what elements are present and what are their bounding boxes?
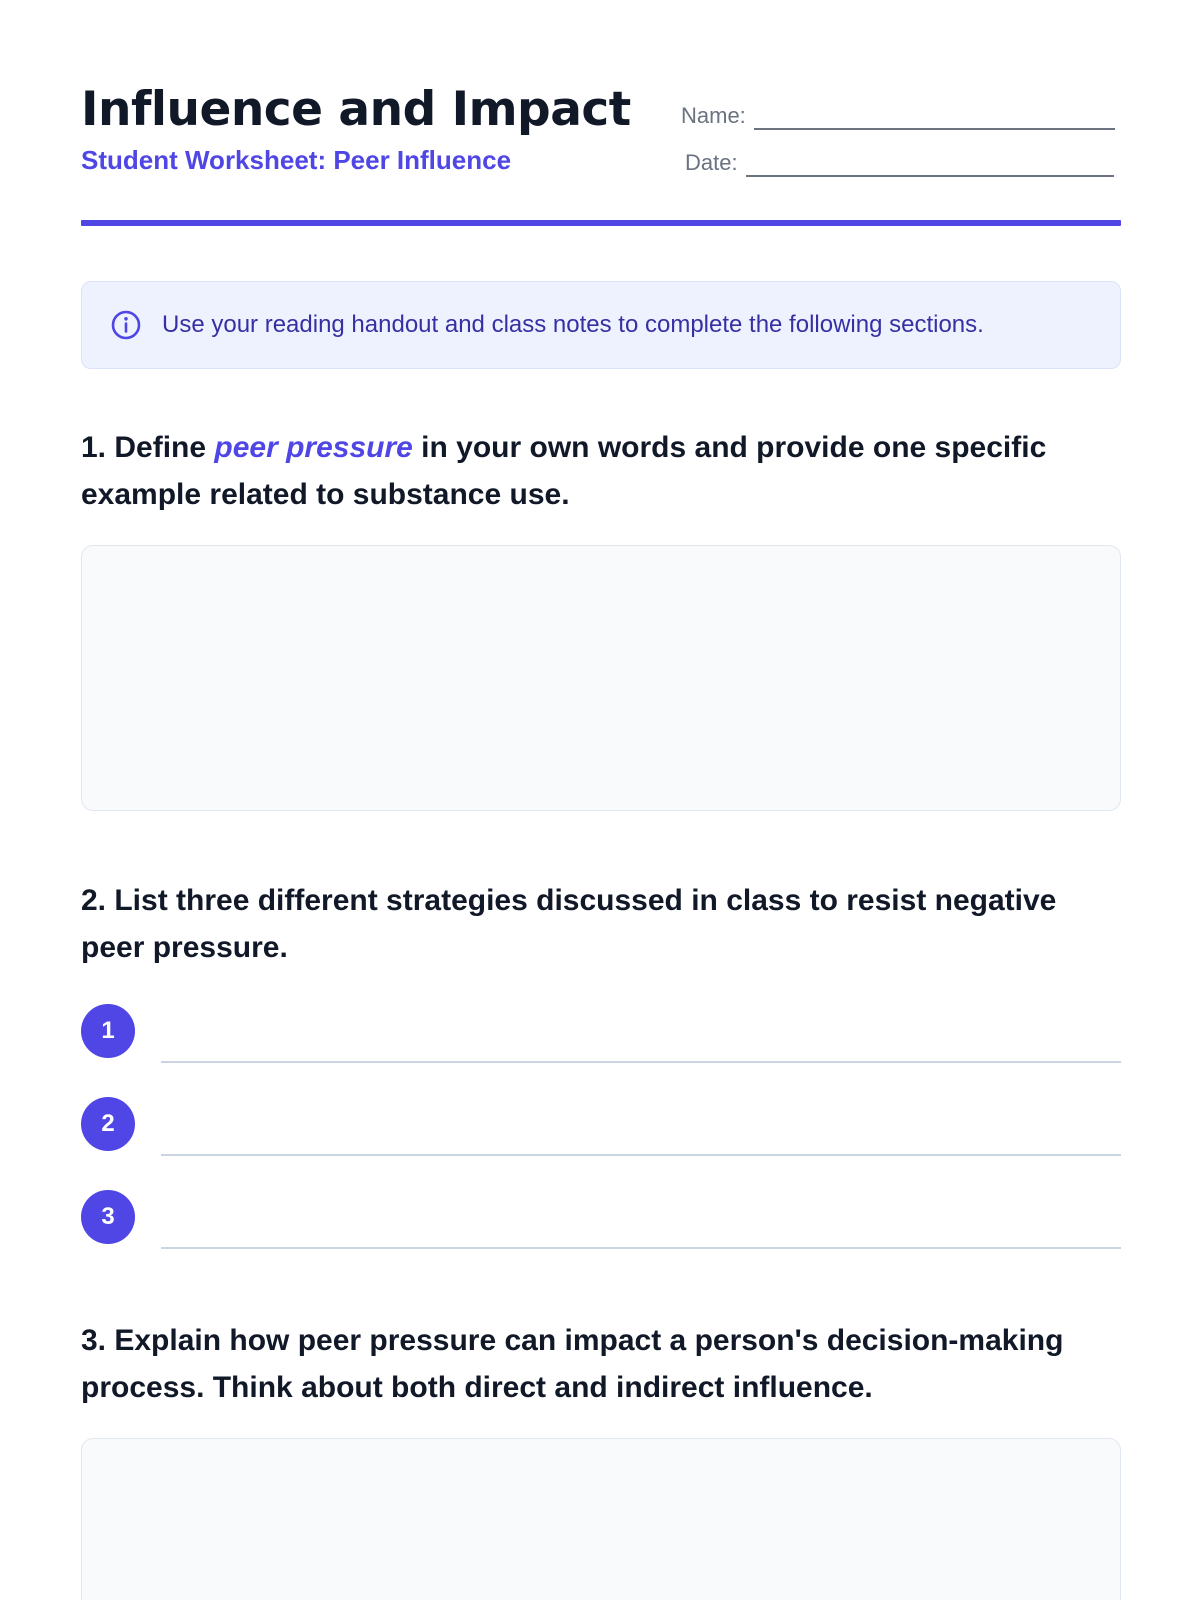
number-badge: 2 — [81, 1097, 135, 1151]
name-label: Name: — [681, 103, 746, 128]
question-1-answer-box[interactable] — [81, 545, 1121, 811]
number-badge: 1 — [81, 1004, 135, 1058]
date-line[interactable] — [746, 153, 1114, 177]
header-divider — [81, 220, 1121, 226]
question-1-term: peer pressure — [214, 431, 413, 464]
instructions-text: Use your reading handout and class notes to complete the following sections. — [162, 311, 984, 338]
question-1 — [81, 424, 1121, 518]
strategy-1-answer-line[interactable] — [161, 1061, 1121, 1063]
name-field[interactable] — [681, 102, 1115, 130]
question-2: 2. List three different strategies discussed in class to resist negative peer pressure. — [81, 884, 1057, 964]
strategy-item-1 — [81, 1004, 1121, 1060]
date-field[interactable] — [685, 149, 1114, 177]
question-3-answer-box[interactable] — [81, 1438, 1121, 1600]
strategy-3-answer-line[interactable] — [161, 1247, 1121, 1249]
question-3: 3. Explain how peer pressure can impact a person's decision-making process. Think about both direct and indirect influence. — [81, 1324, 1064, 1404]
question-1-prefix: 1. Define — [81, 431, 215, 464]
page-title: Influence and Impact — [81, 82, 631, 137]
instructions-callout — [81, 281, 1121, 369]
question-1-suffix: in your own words and provide one specific example related to substance use. — [81, 431, 1047, 511]
date-label: Date: — [685, 150, 738, 175]
strategy-2-answer-line[interactable] — [161, 1154, 1121, 1156]
strategy-item-2 — [81, 1097, 1121, 1153]
number-badge: 3 — [81, 1190, 135, 1244]
strategy-item-3 — [81, 1190, 1121, 1246]
info-circle-icon — [110, 309, 142, 341]
name-line[interactable] — [754, 106, 1115, 130]
page-subtitle: Student Worksheet: Peer Influence — [81, 145, 512, 175]
